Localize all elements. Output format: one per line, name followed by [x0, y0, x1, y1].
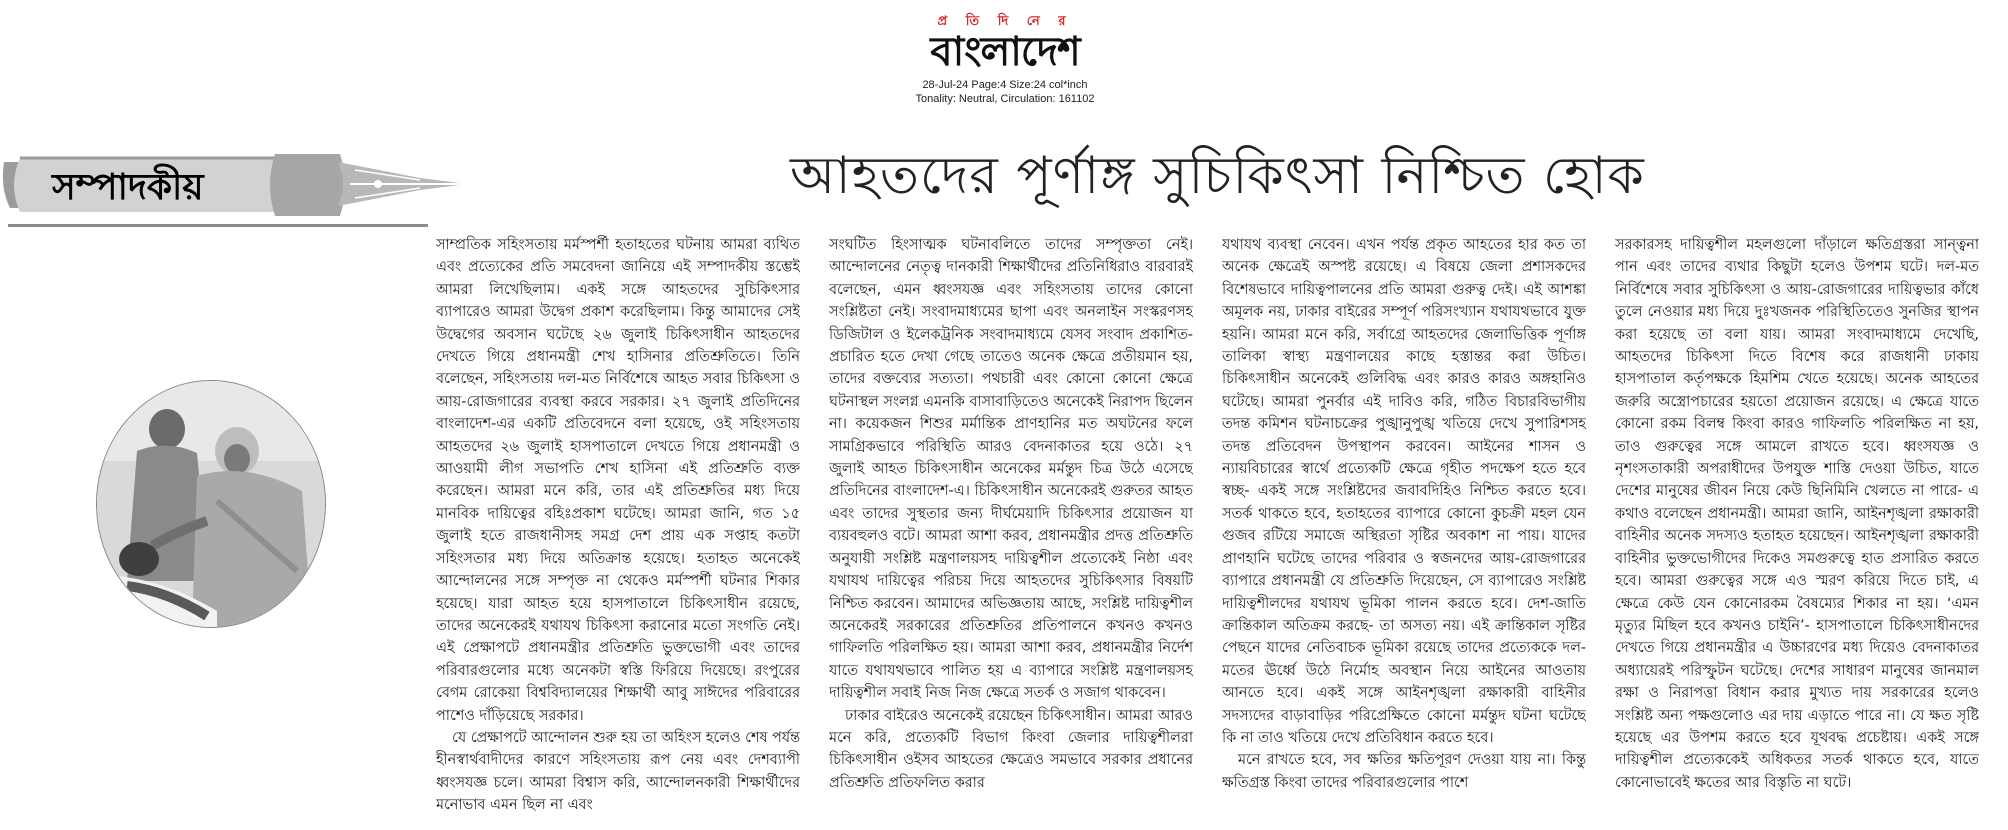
- clipping-meta-circulation: Tonality: Neutral, Circulation: 161102: [915, 93, 1095, 105]
- masthead-kicker: প্র তি দি নে র: [937, 14, 1073, 29]
- clipping-meta-date: 28-Jul-24 Page:4 Size:24 col*inch: [922, 79, 1088, 91]
- paragraph: সংঘটিত হিংসাত্মক ঘটনাবলিতে তাদের সম্পৃক্ততা নেই। আন্দোলনের নেতৃত্ব দানকারী শিক্ষার্থীদের প্রতিনিধিরাও বারবারই বলেছেন, এমন ধ্বংসযজ্ঞ এবং সহিংসতায় তাদের কোনো সংশ্লিষ্টতা নেই। সংবাদমাধ্যমের ছাপা এবং অনলাইন সংস্করণসহ ডিজিটাল ও ইলেকট্রনিক সংবাদমাধ্যমে যেসব সংবাদ প্রকাশিত-প্রচারিত হতে দেখা গেছে তাতেও অনেক ক্ষেত্রে প্রতীয়মান হয়, তাদের বক্তব্যের সত্যতা। পথচারী এবং কোনো কোনো ক্ষেত্রে ঘটনাস্থল সংলগ্ন এমনকি বাসাবাড়িতেও অনেকেই নিরাপদ ছিলেন না। কয়েকজন শিশুর মর্মান্তিক প্রাণহানির মত অঘটনের ফলে সামগ্রিকভাবে পরিস্থিতি আরও বেদনাকাতর হয়ে ওঠে। ২৭ জুলাই আহত চিকিৎসাধীন অনেকের মর্মন্তুদ চিত্র উঠে এসেছে প্রতিদিনের বাংলাদেশ-এ। চিকিৎসাধীন অনেকেরই গুরুতর আহত এবং তাদের সুস্থতার জন্য দীর্ঘমেয়াদি চিকিৎসার প্রয়োজন যা ব্যয়বহুলও বটে। আমরা আশা করব, প্রধানমন্ত্রীর প্রদত্ত প্রতিশ্রুতি অনুযায়ী সংশ্লিষ্ট মন্ত্রণালয়সহ দায়িত্বশীল প্রত্যেকেই নিষ্ঠা এবং যথাযথ দায়িত্বের পরিচয় দিয়ে আহতদের সুচিকিৎসার বিষয়টি নিশ্চিত করবেন। আমাদের অভিজ্ঞতায় আছে, সংশ্লিষ্ট দায়িত্বশীল অনেকেরই সরকারের প্রতিশ্রুতির প্রতিপালনে কখনও কখনও গাফিলতি পরিলক্ষিত হয়। আমরা আশা করব, প্রধানমন্ত্রীর নির্দেশ যাতে যথাযথভাবে পালিত হয় এ ব্যাপারে সংশ্লিষ্ট মন্ত্রণালয়সহ দায়িত্বশীল সবাই নিজ নিজ ক্ষেত্রে সতর্ক ও সজাগ থাকবেন।: [829, 237, 1193, 702]
- news-photo: [96, 380, 326, 628]
- article-column-3: [1222, 234, 1586, 824]
- news-photo-patients-icon: [97, 381, 325, 627]
- paragraph: যে প্রেক্ষাপটে আন্দোলন শুরু হয় তা অহিংস হলেও শেষ পর্যন্ত হীনস্বার্থবাদীদের কারণে সহিংসতায় রূপ নেয় এবং দেশব্যাপী ধ্বংসযজ্ঞ চলে। আমরা বিশ্বাস করি, আন্দোলনকারী শিক্ষার্থীদের মনোভাব এমন ছিল না এবং: [436, 729, 800, 814]
- paragraph: ঢাকার বাইরেও অনেকেই রয়েছেন চিকিৎসাধীন। আমরা আরও মনে করি, প্রত্যেকটি বিভাগ কিংবা জেলার দায়িত্বশীলরা চিকিৎসাধীন ওইসব আহতের ক্ষেত্রেও সমভাবে সরকার প্রধানের প্রতিশ্রুতি প্রতিফলিত করার: [829, 707, 1193, 791]
- section-divider: [8, 224, 428, 227]
- paragraph: সাম্প্রতিক সহিংসতায় মর্মস্পর্শী হতাহতের ঘটনায় আমরা ব্যথিত এবং প্রত্যেকের প্রতি সমবেদনা জানিয়ে এই সম্পাদকীয় স্তম্ভেই আমরা লিখেছিলাম। একই সঙ্গে আহতদের সুচিকিৎসার ব্যাপারেও আমরা উদ্বেগ প্রকাশ করেছিলাম। কিন্তু আমাদের সেই উদ্বেগের অবসান ঘটেছে ২৬ জুলাই চিকিৎসাধীন আহতদের দেখতে গিয়ে প্রধানমন্ত্রী শেখ হাসিনার প্রতিশ্রুতিতে। তিনি বলেছেন, সহিংসতায় দল-মত নির্বিশেষে আহত সবার চিকিৎসা ও আয়-রোজগারের ব্যবস্থা করবে সরকার। ২৭ জুলাই প্রতিদিনের বাংলাদেশ-এর একটি প্রতিবেদনে বলা হয়েছে, ওই সহিংসতায় আহতদের ২৬ জুলাই হাসপাতালে দেখতে গিয়ে প্রধানমন্ত্রী ও আওয়ামী লীগ সভাপতি শেখ হাসিনা এই প্রতিশ্রুতি ব্যক্ত করেছেন। আমরা মনে করি, তার এই প্রতিশ্রুতির মধ্য দিয়ে মানবিক দায়িত্বের বহিঃপ্রকাশ ঘটেছে। আমরা জানি, গত ১৫ জুলাই হতে রাজধানীসহ সমগ্র দেশ প্রায় এক সপ্তাহ কতটা সহিংসতার মধ্য দিয়ে অতিক্রান্ত হয়েছে। হতাহত অনেকেই আন্দোলনের সঙ্গে সম্পৃক্ত না থেকেও মর্মস্পর্শী ঘটনার শিকার হয়েছে। যারা আহত হয়ে হাসপাতালে চিকিৎসাধীন রয়েছে, তাদের অনেকেরই যথাযথ চিকিৎসা করানোর মতো সংগতি নেই। এই প্রেক্ষাপটে প্রধানমন্ত্রীর প্রতিশ্রুতি ভুক্তভোগী এবং তাদের পরিবারগুলোর মধ্যে অনেকটা স্বস্তি ফিরিয়ে দিয়েছে। রংপুরের বেগম রোকেয়া বিশ্ববিদ্যালয়ের শিক্ষার্থী আবু সাঈদের পরিবারের পাশেও দাঁড়িয়েছে সরকার।: [436, 237, 800, 724]
- paragraph: সরকারসহ দায়িত্বশীল মহলগুলো দাঁড়ালে ক্ষতিগ্রস্তরা সান্ত্বনা পান এবং তাদের ব্যথার কিছুটা হলেও উপশম ঘটে। দল-মত নির্বিশেষে সবার সুচিকিৎসা ও আয়-রোজগারের দায়িত্বভার কাঁধে তুলে নেওয়ার মধ্য দিয়ে দুঃখজনক পরিস্থিতিতেও সুনজির স্থাপন করা হয়েছে তা বলা যায়। আমরা সংবাদমাধ্যমে দেখেছি, আহতদের চিকিৎসা দিতে বিশেষ করে রাজধানী ঢাকায় হাসপাতাল কর্তৃপক্ষকে হিমশিম খেতে হয়েছে। অনেক আহতের জরুরি অস্ত্রোপচারের হয়তো প্রয়োজন রয়েছে। এ ক্ষেত্রে যাতে কোনো রকম বিলম্ব কিংবা কারও গাফিলতি পরিলক্ষিত না হয়, তাও গুরুত্বের সঙ্গে আমলে রাখতে হবে। ধ্বংসযজ্ঞ ও নৃশংসতাকারী অপরাধীদের উপযুক্ত শাস্তি দেওয়া উচিত, যাতে দেশের মানুষের জীবন নিয়ে কেউ ছিনিমিনি খেলতে না পারে- এ কথাও বলেছেন প্রধানমন্ত্রী। আমরা জানি, আইনশৃঙ্খলা রক্ষাকারী বাহিনীর অনেক সদস্যও হতাহত হয়েছেন। আইনশৃঙ্খলা রক্ষাকারী বাহিনীর ভুক্তভোগীদের দিকেও সমগুরুত্বে হাত প্রসারিত করতে হবে। আমরা গুরুত্বের সঙ্গে এও স্মরণ করিয়ে দিতে চাই, এ ক্ষেত্রে কেউ যেন কোনোরকম বৈষম্যের শিকার না হয়। ‘এমন মৃত্যুর মিছিল হবে কখনও চাইনি’- হাসপাতালে চিকিৎসাধীনদের দেখতে গিয়ে প্রধানমন্ত্রীর এ উচ্চারণের মধ্য দিয়েও বেদনাকাতর অধ্যায়েরই পরিস্ফুটন ঘটেছে। দেশের সাধারণ মানুষের জানমাল রক্ষা ও নিরাপত্তা বিধান করার মুখ্যত দায় সরকারের হলেও সংশ্লিষ্ট অন্য পক্ষগুলোও এর দায় এড়াতে পারে না। যে ক্ষত সৃষ্টি হয়েছে এর উপশম করতে হবে যূথবদ্ধ প্রচেষ্টায়। একই সঙ্গে দায়িত্বশীল প্রত্যেককেই অধিকতর সতর্ক থাকতে হবে, যাতে কোনোভাবেই ক্ষতের আর বিস্তৃতি না ঘটে।: [1615, 237, 1979, 791]
- headline: আহতদের পূর্ণাঙ্গ সুচিকিৎসা নিশ্চিত হোক: [790, 146, 1645, 206]
- paragraph: মনে রাখতে হবে, সব ক্ষতির ক্ষতিপূরণ দেওয়া যায় না। কিন্তু ক্ষতিগ্রস্ত কিংবা তাদের পরিবারগুলোর পাশে: [1222, 752, 1586, 791]
- newspaper-logo: বাংলাদেশ: [930, 28, 1080, 75]
- section-label: [0, 140, 470, 230]
- paragraph: যথাযথ ব্যবস্থা নেবেন। এখন পর্যন্ত প্রকৃত আহতের হার কত তা অনেক ক্ষেত্রেই অস্পষ্ট রয়েছে। এ বিষয়ে জেলা প্রশাসকদের বিশেষভাবে দায়িত্বপালনের প্রতি আমরা গুরুত্ব দেই। এই আশঙ্কা অমূলক নয়, ঢাকার বাইরের সম্পূর্ণ পরিসংখ্যান যথাযথভাবে যুক্ত হয়নি। আমরা মনে করি, সর্বাগ্রে আহতদের জেলাভিত্তিক পূর্ণাঙ্গ তালিকা স্বাস্থ্য মন্ত্রণালয়ের কাছে হস্তান্তর করা উচিত। চিকিৎসাধীন অনেকেই গুলিবিদ্ধ এবং কারও কারও অঙ্গহানিও ঘটেছে। আমরা পুনর্বার এই দাবিও করি, গঠিত বিচারবিভাগীয় তদন্ত কমিশন ঘটনাচক্রের পুঙ্খানুপুঙ্খ খতিয়ে দেখে সুপারিশসহ তদন্ত প্রতিবেদন উপস্থাপন করবেন। আইনের শাসন ও ন্যায়বিচারের স্বার্থে প্রত্যেকটি ক্ষেত্রে গৃহীত পদক্ষেপ হতে হবে স্বচ্ছ- একই সঙ্গে সংশ্লিষ্টদের জবাবদিহিও নিশ্চিত করতে হবে। সতর্ক থাকতে হবে, হতাহতের ব্যাপারে কোনো কুচক্রী মহল যেন গুজব রটিয়ে সমাজে অস্থিরতা সৃষ্টির অবকাশ না পায়। যাদের প্রাণহানি ঘটেছে তাদের পরিবার ও স্বজনদের আয়-রোজগারের ব্যাপারে প্রধানমন্ত্রী যে প্রতিশ্রুতি দিয়েছেন, সে ব্যাপারেও সংশ্লিষ্ট দায়িত্বশীলদের যথাযথ ভূমিকা পালন করতে হবে। দেশ-জাতি ক্রান্তিকাল অতিক্রম করছে- তা অসত্য নয়। এই ক্রান্তিকাল সৃষ্টির পেছনে যাদের নেতিবাচক ভূমিকা রয়েছে তাদের প্রত্যেককে দল-মতের ঊর্ধ্বে উঠে নির্মোহ অবস্থান নিয়ে আইনের আওতায় আনতে হবে। একই সঙ্গে আইনশৃঙ্খলা রক্ষাকারী বাহিনীর সদস্যদের বাড়াবাড়ির পরিপ্রেক্ষিতে কোনো মর্মন্তুদ ঘটনা ঘটেছে কি না তাও খতিয়ে দেখে প্রতিবিধান করতে হবে।: [1222, 237, 1586, 746]
- clipping-meta: [860, 78, 1150, 106]
- article-column-4: [1615, 234, 1979, 824]
- masthead: [880, 14, 1130, 74]
- section-label-text: সম্পাদকীয়: [52, 166, 204, 208]
- article-column-2: [829, 234, 1193, 824]
- article-column-1: [436, 234, 800, 824]
